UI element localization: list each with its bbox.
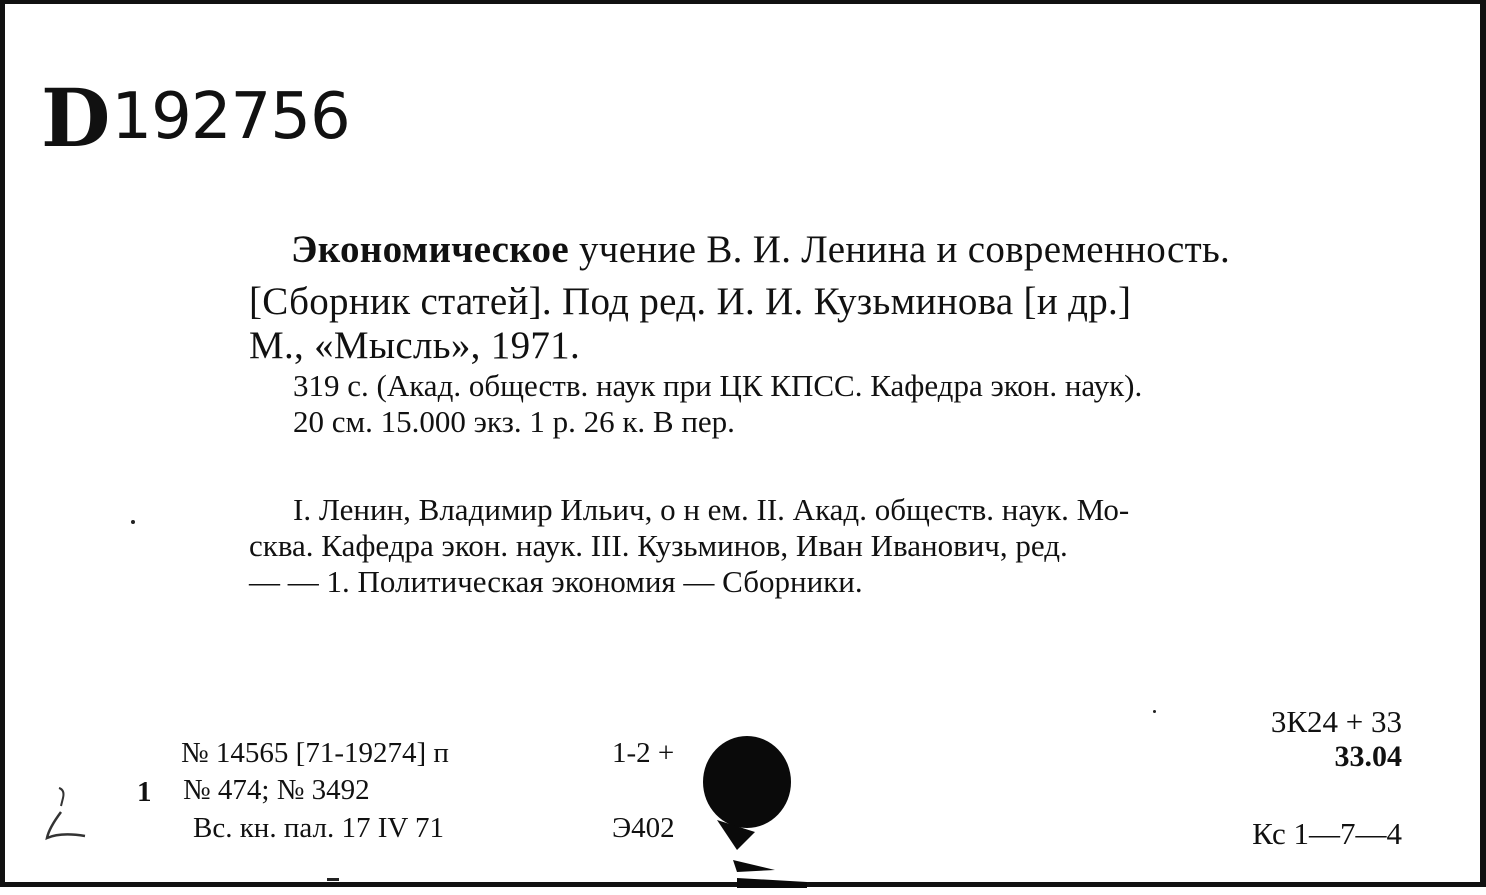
call-number-prefix: D (41, 71, 110, 165)
physical-description-line-1: 319 с. (Акад. обществ. наук при ЦК КПСС. Кафедра экон. наук). (293, 368, 1143, 403)
record-number: № 14565 [71-19274] п (181, 737, 449, 769)
title-heading: Экономическое (291, 228, 569, 271)
book-chamber-date: Вс. кн. пал. 17 IV 71 (193, 812, 445, 844)
price-code: 1-2 + (612, 737, 675, 769)
classification-kc: Кс 1—7—4 (1252, 816, 1402, 851)
copy-number: 1 (137, 776, 152, 808)
call-number-digits: 192756 (111, 80, 350, 154)
classification-main: 3К24 + 33 (1270, 704, 1402, 739)
description-line-2: [Сборник статей]. Под ред. И. И. Кузьминова [и др.] (249, 280, 1132, 323)
tracing-line-2: сква. Кафедра экон. наук. III. Кузьминов, Иван Иванович, ред. (249, 528, 1068, 563)
card-numbers: № 474; № 3492 (183, 774, 370, 806)
speck (1153, 710, 1156, 713)
order-code: Э402 (612, 812, 675, 844)
title-rest: учение В. И. Ленина и современность. (568, 228, 1231, 271)
speck (327, 878, 339, 881)
physical-description-line-2: 20 см. 15.000 экз. 1 р. 26 к. В пер. (293, 404, 735, 439)
tracing-line-3: — — 1. Политическая экономия — Сборники. (249, 564, 863, 599)
title-line (291, 230, 1230, 269)
handwritten-mark-icon (41, 784, 91, 849)
call-number (41, 70, 350, 165)
tracing-line-1: I. Ленин, Владимир Ильич, о н ем. II. Акад. обществ. наук. Мо- (293, 492, 1130, 527)
imprint-line: М., «Мысль», 1971. (249, 324, 581, 367)
speck (131, 520, 135, 524)
ink-blot-icon (697, 720, 807, 895)
classification-sub: 33.04 (1334, 740, 1402, 773)
